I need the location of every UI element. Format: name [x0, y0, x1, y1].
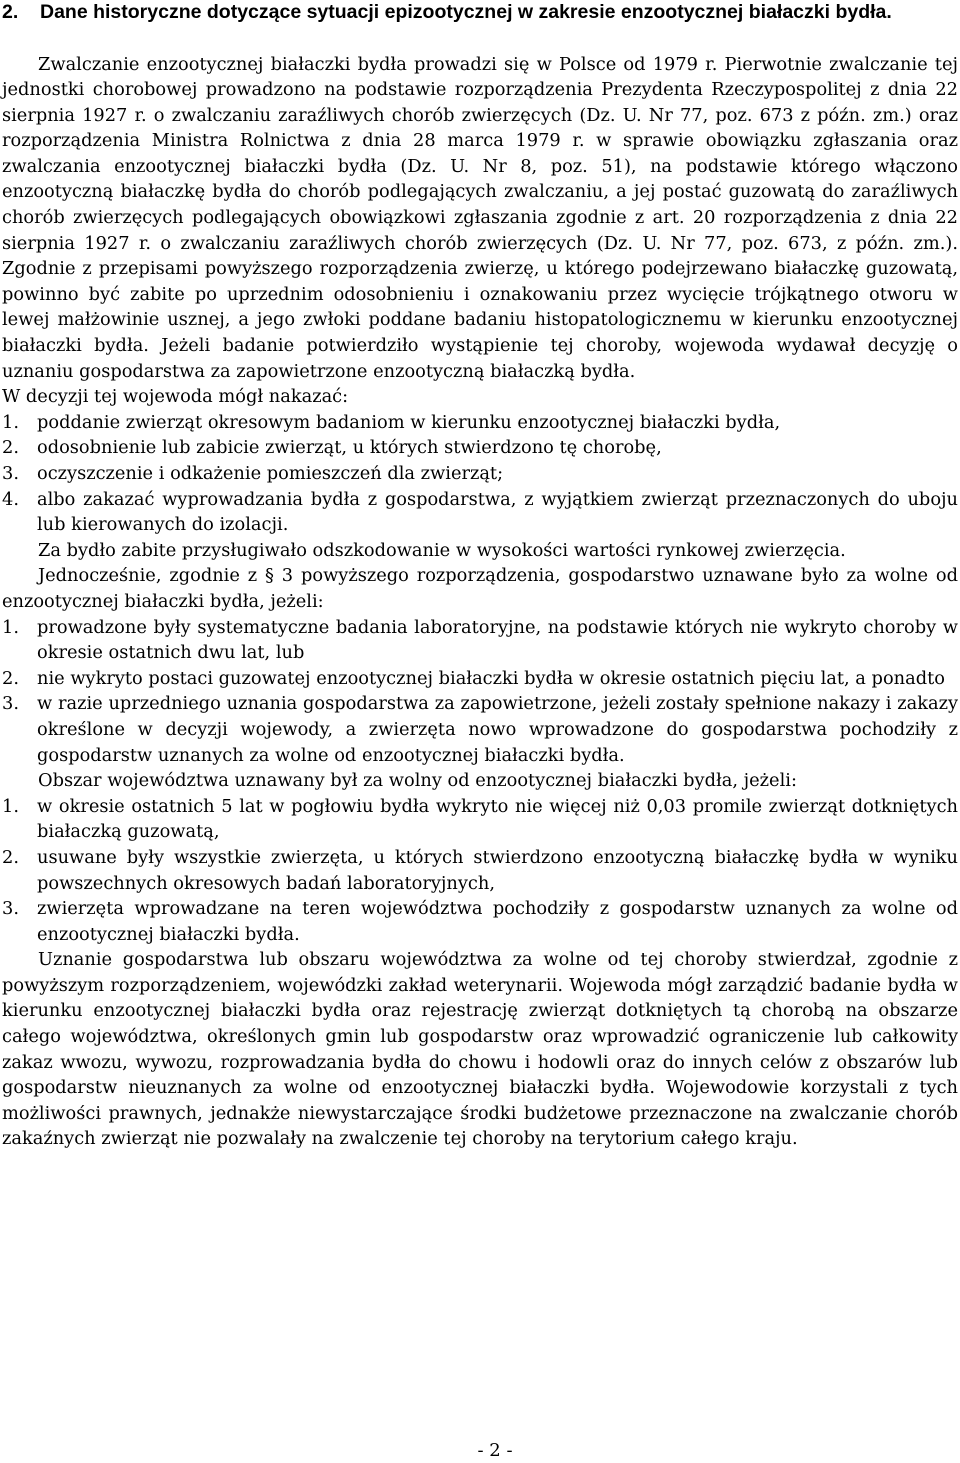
list-item-number: 3. [2, 463, 19, 484]
list-item-text: w razie uprzedniego uznania gospodarstwa za zapowietrzone, jeżeli zostały spełnione nakazy i zakazy określone w decyzji wojewody, a zwierzęta nowo wprowadzone do gospodarstwa pochodziły z gospodarstw uznanych za wolne od enzootycznej białaczki bydła. [37, 693, 958, 766]
paragraph-history: Zwalczanie enzootycznej białaczki bydła prowadzi się w Polsce od 1979 r. Pierwotnie zwalczanie tej jednostki chorobowej prowadzono na podstawie rozporządzenia Prezydenta Rzeczypospolitej z dnia 22 sierpnia 1927 r. o zwalczaniu zaraźliwych chorób zwierzęcych (Dz. U. Nr 77, poz. 673 z późn. zm.) oraz rozporządzenia Ministra Rolnictwa z dnia 28 marca 1979 r. w sprawie obowiązku zgłaszania oraz zwalczania enzootycznej białaczki bydła (Dz. U. Nr 8, poz. 51), na podstawie którego włączono enzootyczną białaczkę bydła do chorób podlegających zwalczaniu, a jej postać guzowatą do zaraźliwych chorób zwierzęcych podlegających obowiązkowi zgłaszania zgodnie z art. 20 rozporządzenia z dnia 22 sierpnia 1927 r. o zwalczaniu zaraźliwych chorób zwierzęcych (Dz. U. Nr 77, poz. 673, z późn. zm.). Zgodnie z przepisami powyższego rozporządzenia zwierzę, u którego podejrzewano białaczkę guzowatą, powinno być zabite po uprzednim odosobnieniu i oznakowaniu przez wycięcie trójkątnego otworu w lewej małżowinie usznej, a jego zwłoki poddane badaniu histopatologicznemu w kierunku enzootycznej białaczki bydła. Jeżeli badanie potwierdziło wystąpienie tej choroby, wojewoda wydawał decyzję o uznaniu gospodarstwa za zapowietrzone enzootyczną białaczką bydła. [2, 53, 958, 382]
list-item-text: albo zakazać wyprowadzania bydła z gospodarstwa, z wyjątkiem zwierząt przeznaczonych do uboju lub kierowanych do izolacji. [37, 488, 958, 536]
list-item-text: prowadzone były systematyczne badania laboratoryjne, na podstawie których nie wykryto choroby w okresie ostatnich dwu lat, lub [37, 616, 958, 664]
list-item-text: usuwane były wszystkie zwierzęta, u których stwierdzono enzootyczną białaczkę bydła w wyniku powszechnych okresowych badań laboratoryjnych, [37, 846, 958, 894]
list-item [2, 435, 958, 461]
list-item [2, 461, 958, 487]
list-item-text: poddanie zwierząt okresowym badaniom w kierunku enzootycznej białaczki bydła, [37, 411, 781, 433]
section-number: 2. [2, 1, 19, 23]
list-item [2, 794, 958, 845]
paragraph-region-free-intro: Obszar województwa uznawany był za wolny od enzootycznej białaczki bydła, jeżeli: [38, 770, 797, 792]
farm-free-list [2, 615, 958, 769]
list-item [2, 615, 958, 666]
list-item-number: 4. [2, 488, 19, 510]
paragraph-decision-intro: W decyzji tej wojewoda mógł nakazać: [2, 386, 349, 408]
paragraph-compensation: Za bydło zabite przysługiwało odszkodowanie w wysokości wartości rynkowej zwierzęcia. [38, 539, 846, 561]
list-item-number: 1. [2, 411, 19, 433]
list-item-number: 2. [2, 667, 19, 689]
list-item-text: odosobnienie lub zabicie zwierząt, u których stwierdzono tę chorobę, [37, 437, 662, 459]
list-item-text: zwierzęta wprowadzane na teren województwa pochodziły z gospodarstw uznanych za wolne od enzootycznej białaczki bydła. [37, 898, 958, 945]
list-item-number: 2. [2, 846, 19, 868]
list-item-number: 2. [2, 437, 19, 459]
section-heading [2, 0, 958, 26]
list-item [2, 666, 958, 692]
page-number: - 2 - [477, 1440, 513, 1461]
list-item-text: nie wykryto postaci guzowatej enzootycznej białaczki bydła w okresie ostatnich pięciu lat, a ponadto [37, 667, 945, 689]
list-item [2, 845, 958, 896]
paragraph-farm-free-intro: Jednocześnie, zgodnie z § 3 powyższego rozporządzenia, gospodarstwo uznawane było za wolne od enzootycznej białaczki bydła, jeżeli: [2, 565, 958, 612]
list-item-text: oczyszczenie i odkażenie pomieszczeń dla zwierząt; [37, 463, 504, 484]
decision-list [2, 410, 958, 538]
list-item-number: 3. [2, 693, 19, 715]
section-title: Dane historyczne dotyczące sytuacji epizootycznej w zakresie enzootycznej białaczki bydła. [40, 1, 892, 23]
list-item [2, 487, 958, 538]
list-item-number: 1. [2, 616, 19, 638]
list-item-text: w okresie ostatnich 5 lat w pogłowiu bydła wykryto nie więcej niż 0,03 promile zwierząt dotkniętych białaczką guzowatą, [37, 795, 958, 843]
list-item [2, 691, 958, 768]
list-item [2, 410, 958, 436]
list-item [2, 896, 958, 947]
paragraph-recognition: Uznanie gospodarstwa lub obszaru województwa za wolne od tej choroby stwierdzał, zgodnie z powyższym rozporządzeniem, wojewódzki zakład weterynarii. Wojewoda mógł zarządzić badanie bydła w kierunku enzootycznej białaczki bydła oraz rejestrację zwierząt dotkniętych tą chorobą na obszarze całego województwa, określonych gmin lub gospodarstw oraz wprowadzić ograniczenie lub całkowity zakaz wwozu, wywozu, rozprowadzania bydła do chowu i hodowli oraz do innych celów z obszarów lub gospodarstw nieuznanych za wolne od enzootycznej białaczki bydła. Wojewodowie korzystali z tych możliwości prawnych, jednakże niewystarczające środki budżetowe przeznaczone na zwalczanie chorób zakaźnych zwierząt nie pozwalały na zwalczenie tej choroby na terytorium całego kraju. [2, 949, 958, 1150]
list-item-number: 3. [2, 898, 19, 920]
list-item-number: 1. [2, 795, 19, 817]
region-free-list [2, 794, 958, 948]
